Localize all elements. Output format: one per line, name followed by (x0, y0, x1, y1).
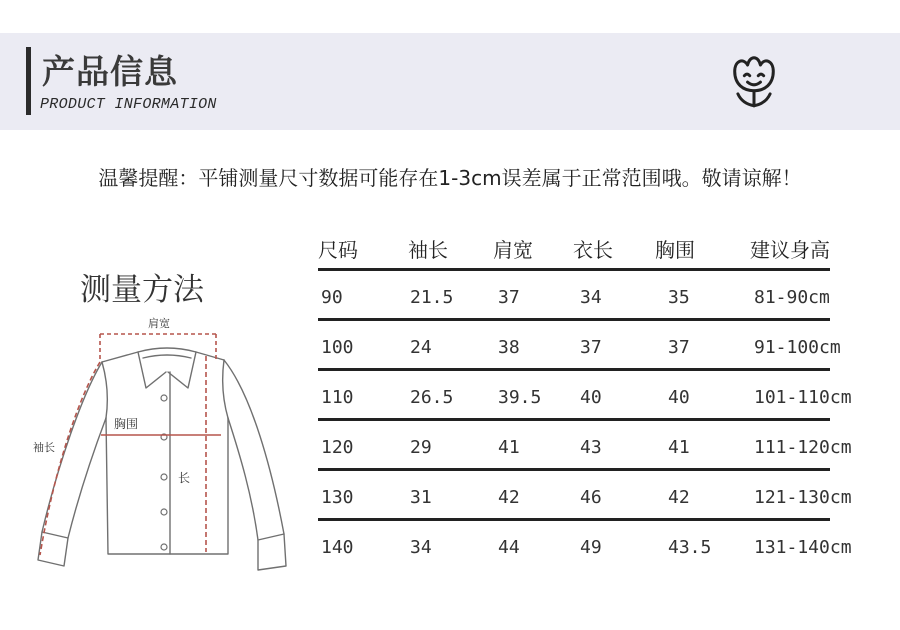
notice-text: 温馨提醒：平铺测量尺寸数据可能存在1-3cm误差属于正常范围哦。敬请谅解！ (98, 166, 802, 190)
chest-cell: 37 (668, 337, 690, 358)
header-shoulder-width: 肩宽 (493, 237, 533, 262)
sleeve-length-cell: 26.5 (410, 387, 454, 408)
header-garment-length: 衣长 (573, 237, 613, 262)
chest-cell: 40 (668, 387, 690, 408)
shoulder-width-label: 肩宽 (148, 317, 170, 330)
chest-cell: 35 (668, 287, 690, 308)
shoulder-width-cell: 39.5 (498, 387, 542, 408)
garment-length-cell: 49 (580, 537, 602, 558)
recommended-height-cell: 111-120cm (754, 437, 852, 458)
sleeve-length-cell: 34 (410, 537, 432, 558)
page-subtitle: PRODUCT INFORMATION (40, 96, 217, 113)
sleeve-length-cell: 24 (410, 337, 432, 358)
table-header-row (318, 228, 852, 268)
flower-smile-icon (724, 50, 784, 110)
garment-length-cell: 46 (580, 487, 602, 508)
shirt-outline (38, 348, 286, 570)
recommended-height-cell: 91-100cm (754, 337, 841, 358)
table-row (318, 471, 852, 518)
sleeve-length-label: 袖长 (33, 441, 55, 454)
shirt-buttons (161, 395, 167, 550)
header-sleeve-length: 袖长 (408, 237, 448, 262)
chest-cell: 42 (668, 487, 690, 508)
sleeve-length-cell: 29 (410, 437, 432, 458)
sleeve-length-cell: 21.5 (410, 287, 454, 308)
table-row (318, 321, 852, 368)
size-cell: 120 (321, 437, 354, 458)
button-icon (161, 395, 167, 401)
garment-length-cell: 37 (580, 337, 602, 358)
title-accent-bar (26, 47, 31, 115)
garment-length-cell: 40 (580, 387, 602, 408)
size-cell: 140 (321, 537, 354, 558)
size-cell: 90 (321, 287, 343, 308)
garment-length-cell: 43 (580, 437, 602, 458)
chest-label: 胸围 (114, 417, 139, 431)
recommended-height-cell: 101-110cm (754, 387, 852, 408)
header-size: 尺码 (318, 237, 358, 262)
measurement-title: 测量方法 (80, 272, 204, 308)
recommended-height-cell: 81-90cm (754, 287, 830, 308)
body-length-label: 长 (178, 471, 191, 485)
table-row (318, 371, 852, 418)
garment-length-cell: 34 (580, 287, 602, 308)
button-icon (161, 474, 167, 480)
shoulder-width-cell: 37 (498, 287, 520, 308)
recommended-height-cell: 121-130cm (754, 487, 852, 508)
chest-cell: 43.5 (668, 537, 712, 558)
button-icon (161, 509, 167, 515)
header-chest: 胸围 (655, 237, 695, 262)
shoulder-width-cell: 41 (498, 437, 520, 458)
size-cell: 100 (321, 337, 354, 358)
size-table (318, 228, 852, 568)
shoulder-width-cell: 44 (498, 537, 520, 558)
table-row (318, 271, 852, 318)
sleeve-length-cell: 31 (410, 487, 432, 508)
recommended-height-cell: 131-140cm (754, 537, 852, 558)
shoulder-width-cell: 42 (498, 487, 520, 508)
table-row (318, 521, 852, 568)
button-icon (161, 544, 167, 550)
shirt-diagram (30, 310, 295, 585)
shoulder-width-cell: 38 (498, 337, 520, 358)
size-cell: 130 (321, 487, 354, 508)
chest-cell: 41 (668, 437, 690, 458)
header-recommended-height: 建议身高 (750, 237, 830, 262)
size-cell: 110 (321, 387, 354, 408)
page-title: 产品信息 (42, 52, 178, 91)
table-row (318, 421, 852, 468)
